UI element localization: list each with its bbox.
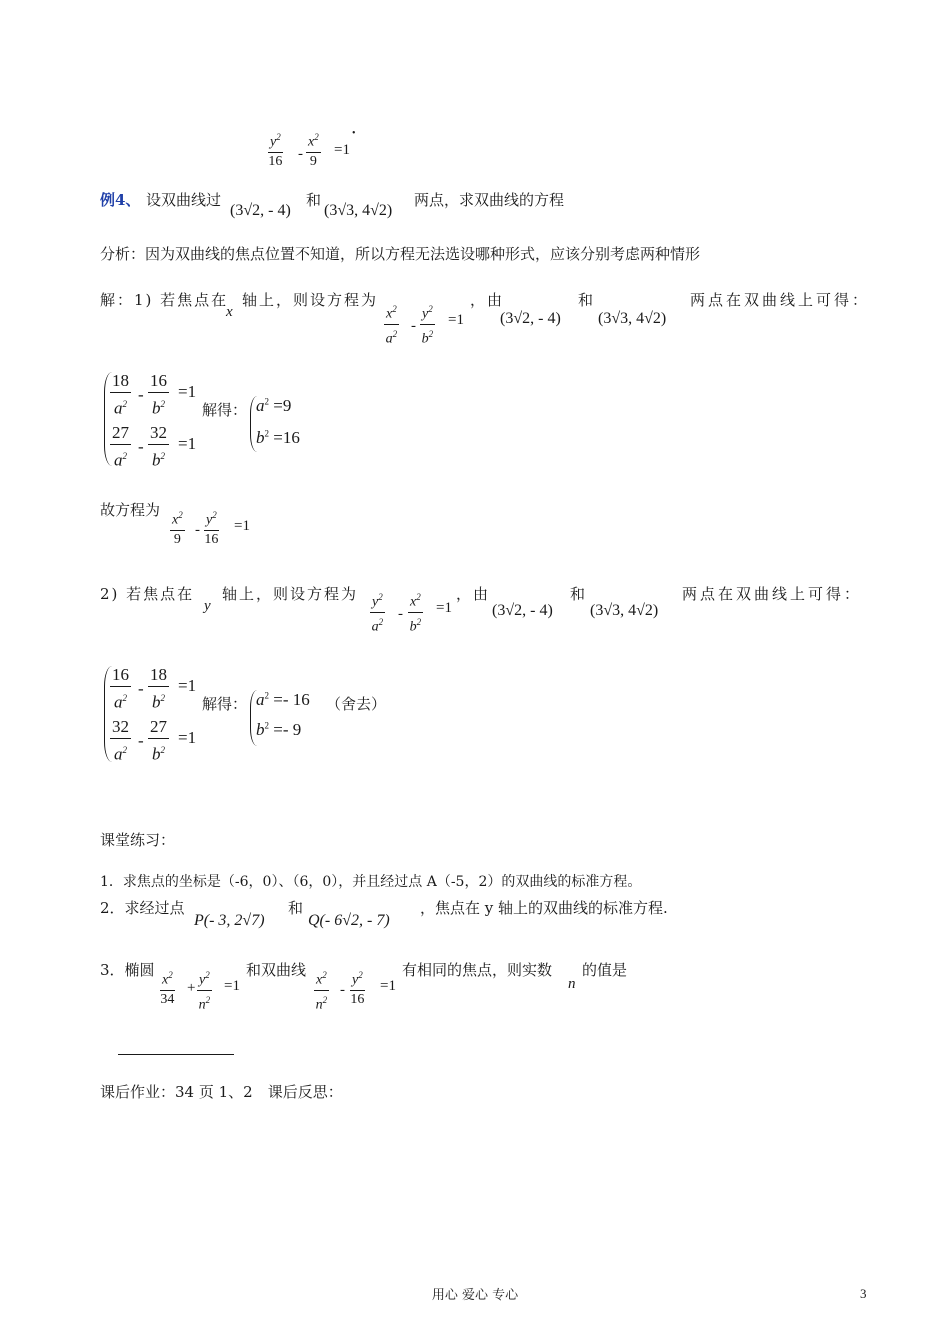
fraction: $\frac{y^2}{b^2}$	[420, 300, 435, 348]
point-1: (3√2, - 4)	[230, 202, 291, 219]
fraction: $\frac{x^2}{9}$	[306, 128, 321, 171]
answer-blank	[118, 1054, 234, 1055]
fraction: $\frac{x^2}{a^2}$	[384, 300, 399, 348]
page-number: 3	[860, 1286, 867, 1301]
homework-line: 课后作业：34 页 1、2 课后反思：	[100, 1083, 343, 1101]
footer-motto: 用心 爱心 专心	[431, 1288, 519, 1303]
analysis-text: 分析：因为双曲线的焦点位置不知道，所以方程无法选设哪种形式，应该分别考虑两种情形	[100, 245, 701, 263]
practice-heading: 课堂练习：	[100, 831, 176, 849]
fraction: $\frac{y^2}{16}$	[268, 128, 283, 171]
example-label: 例4、	[100, 191, 141, 209]
practice-q1: 1．求焦点的坐标是（-6，0）、（6，0），并且经过点 A（-5，2）的双曲线的标准方程。	[100, 874, 642, 890]
point-2: (3√3, 4√2)	[324, 202, 393, 219]
